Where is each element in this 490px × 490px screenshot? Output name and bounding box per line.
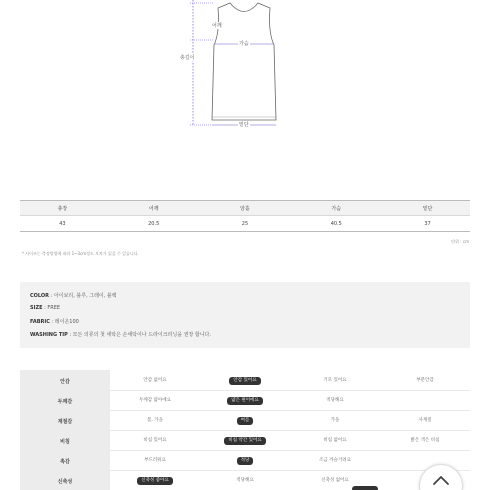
fit-option: 부분안감 [416, 378, 434, 383]
size-value: FREE [47, 305, 61, 311]
fit-option: 비침 없어요 [323, 438, 347, 443]
hem-dimension-label: 밑단 [239, 122, 249, 128]
arrow-up-icon [432, 474, 450, 486]
fit-option-selected: 비침 약간 있어요 [200, 431, 290, 451]
fit-option: 안감 없어요 [143, 378, 167, 383]
washing-value: 모든 의류의 첫 세탁은 손세탁이나 드라이크리닝을 권장 합니다. [72, 332, 211, 338]
fit-row-thickness [20, 391, 470, 411]
color-info: COLOR : 아이보리, 블루, 그레이, 블랙 [30, 293, 117, 299]
shoulder-dimension-label: 어깨 [212, 23, 222, 29]
fit-option: 가을 [330, 418, 340, 423]
color-label: COLOR [30, 293, 50, 299]
size-label: SIZE [30, 305, 43, 311]
washing-label: WASHING TIP [30, 332, 68, 338]
product-info-box [20, 282, 470, 348]
fit-row-lining [20, 371, 470, 391]
size-info: SIZE : FREE [30, 305, 61, 311]
fit-option-selected-partial [320, 486, 410, 490]
fit-option-selected: 적당 [200, 451, 290, 471]
length-dimension-label: 총길이 [180, 55, 195, 61]
fit-option: 조금 까슬거려요 [319, 458, 351, 463]
size-diagram [0, 0, 490, 135]
size-table-cell: 40.5 [287, 216, 385, 232]
garment-outline-drawing [0, 0, 490, 135]
fit-row-label: 신축성 [57, 478, 73, 485]
color-value: 아이보리, 블루, 그레이, 블랙 [53, 293, 117, 299]
size-table [20, 200, 470, 232]
fit-row-sheerness [20, 431, 470, 451]
fit-option-selected: 얇은 편이에요 [200, 391, 290, 411]
fit-row-label: 촉감 [60, 458, 70, 465]
fit-option: 적당해요 [236, 478, 254, 483]
washing-info: WASHING TIP : 모든 의류의 첫 세탁은 손세탁이나 드라이크리닝을 권장 합니다. [30, 332, 211, 338]
size-table-cell: 20.5 [105, 216, 203, 232]
fit-option: 적당해요 [326, 398, 344, 403]
fit-option-selected: 안감 있어요 [200, 371, 290, 391]
fit-row-season [20, 411, 470, 431]
fit-option: 사계절 [418, 418, 432, 423]
fit-option: 신축성 없어요 [321, 478, 349, 483]
fit-row-label: 안감 [60, 378, 70, 385]
fit-option [380, 391, 470, 411]
fit-row-label: 계절감 [57, 418, 73, 425]
fabric-value: 레이온100 [54, 319, 79, 325]
size-table-header: 어깨 [105, 201, 203, 216]
fit-option: 밝은 색은 비침 [410, 438, 440, 443]
fit-row-label: 두께감 [57, 398, 73, 405]
fit-option-selected: 여름 [200, 411, 290, 431]
size-table-header: 암홀 [203, 201, 288, 216]
size-table-row [20, 216, 470, 232]
fit-option-selected: 신축성 좋아요 [110, 471, 200, 490]
size-table-cell: 25 [203, 216, 288, 232]
fit-option [380, 451, 470, 471]
size-table-cell: 37 [385, 216, 470, 232]
size-table-header-row [20, 201, 470, 216]
size-table-header: 총장 [20, 201, 105, 216]
fit-row-texture [20, 451, 470, 471]
unit-note: 단위 : cm [451, 239, 469, 244]
fit-row-label: 비침 [60, 438, 70, 445]
size-table-header: 가슴 [287, 201, 385, 216]
size-table-cell: 43 [20, 216, 105, 232]
size-disclaimer: * 사이즈는 측정방법에 따라 1~3cm정도 오차가 있을 수 있습니다. [22, 251, 139, 256]
fit-option: 부드러워요 [144, 458, 166, 463]
fit-guide-table [20, 370, 470, 490]
fit-option: 두께감 얇아에요 [139, 398, 171, 403]
fabric-label: FABRIC [30, 319, 50, 325]
fit-option: 기모 있어요 [323, 378, 347, 383]
size-table-header: 밑단 [385, 201, 470, 216]
fit-option: 비침 있어요 [143, 438, 167, 443]
chest-dimension-label: 가슴 [239, 41, 249, 47]
fit-option: 봄, 가을 [147, 418, 163, 423]
fabric-info: FABRIC : 레이온100 [30, 319, 79, 325]
